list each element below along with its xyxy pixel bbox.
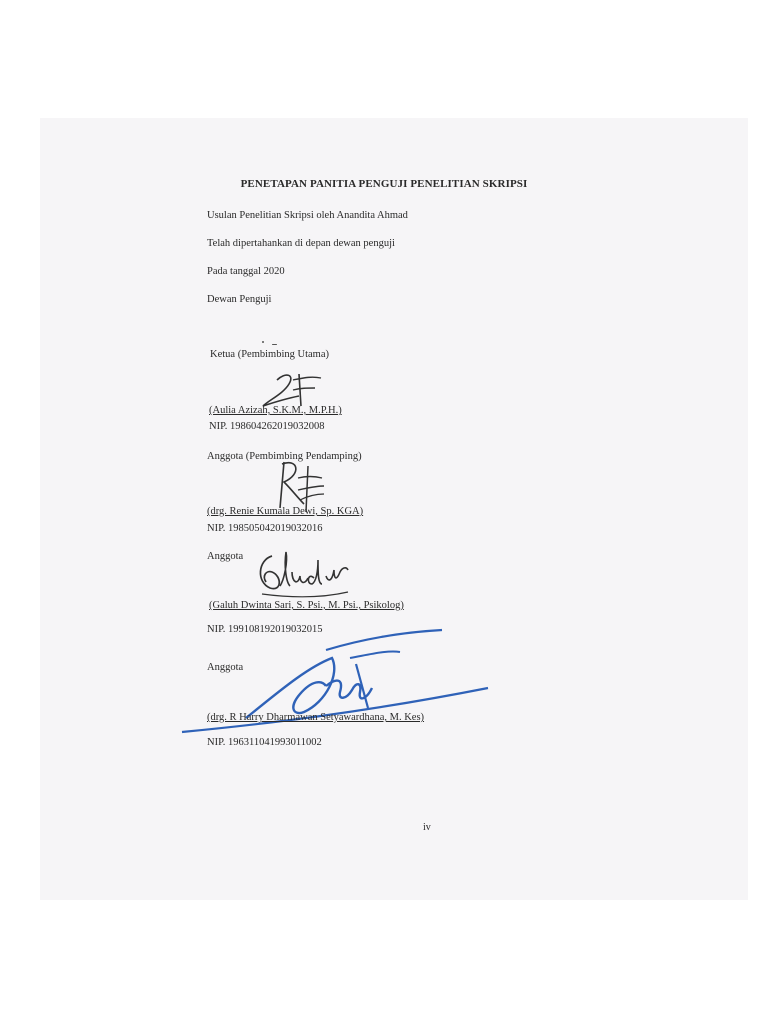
member-3-name: (Galuh Dwinta Sari, S. Psi., M. Psi., Psikolog)	[209, 600, 404, 611]
member-3-role: Anggota	[207, 551, 244, 562]
member-2-nip: NIP. 198505042019032016	[207, 523, 323, 534]
board-heading: Dewan Penguji	[207, 294, 272, 305]
page-number: iv	[423, 822, 431, 833]
member-2-name: (drg. Renie Kumala Dewi, Sp. KGA)	[207, 506, 364, 517]
member-1-nip: NIP. 198604262019032008	[209, 421, 325, 432]
signature-member-3	[252, 542, 352, 604]
date-line: Pada tanggal 2020	[207, 266, 285, 277]
scan-speck	[272, 344, 277, 345]
member-1-name: (Aulia Azizah, S.K.M., M.P.H.)	[209, 405, 342, 416]
member-1-role: Ketua (Pembimbing Utama)	[210, 349, 329, 360]
document-title: PENETAPAN PANITIA PENGUJI PENELITIAN SKRIPSI	[240, 178, 528, 190]
defense-line: Telah dipertahankan di depan dewan penguji	[207, 238, 395, 249]
scan-speck	[262, 341, 264, 343]
member-2-role: Anggota (Pembimbing Pendamping)	[207, 451, 362, 462]
member-4-name: (drg. R Harry Dharmawan Setyawardhana, M. Kes)	[207, 712, 425, 723]
proposal-line: Usulan Penelitian Skripsi oleh Anandita Ahmad	[207, 210, 408, 221]
member-4-nip: NIP. 196311041993011002	[207, 737, 322, 748]
member-3-nip: NIP. 199108192019032015	[207, 624, 323, 635]
scanned-sheet	[40, 118, 748, 900]
member-4-role: Anggota	[207, 662, 244, 673]
